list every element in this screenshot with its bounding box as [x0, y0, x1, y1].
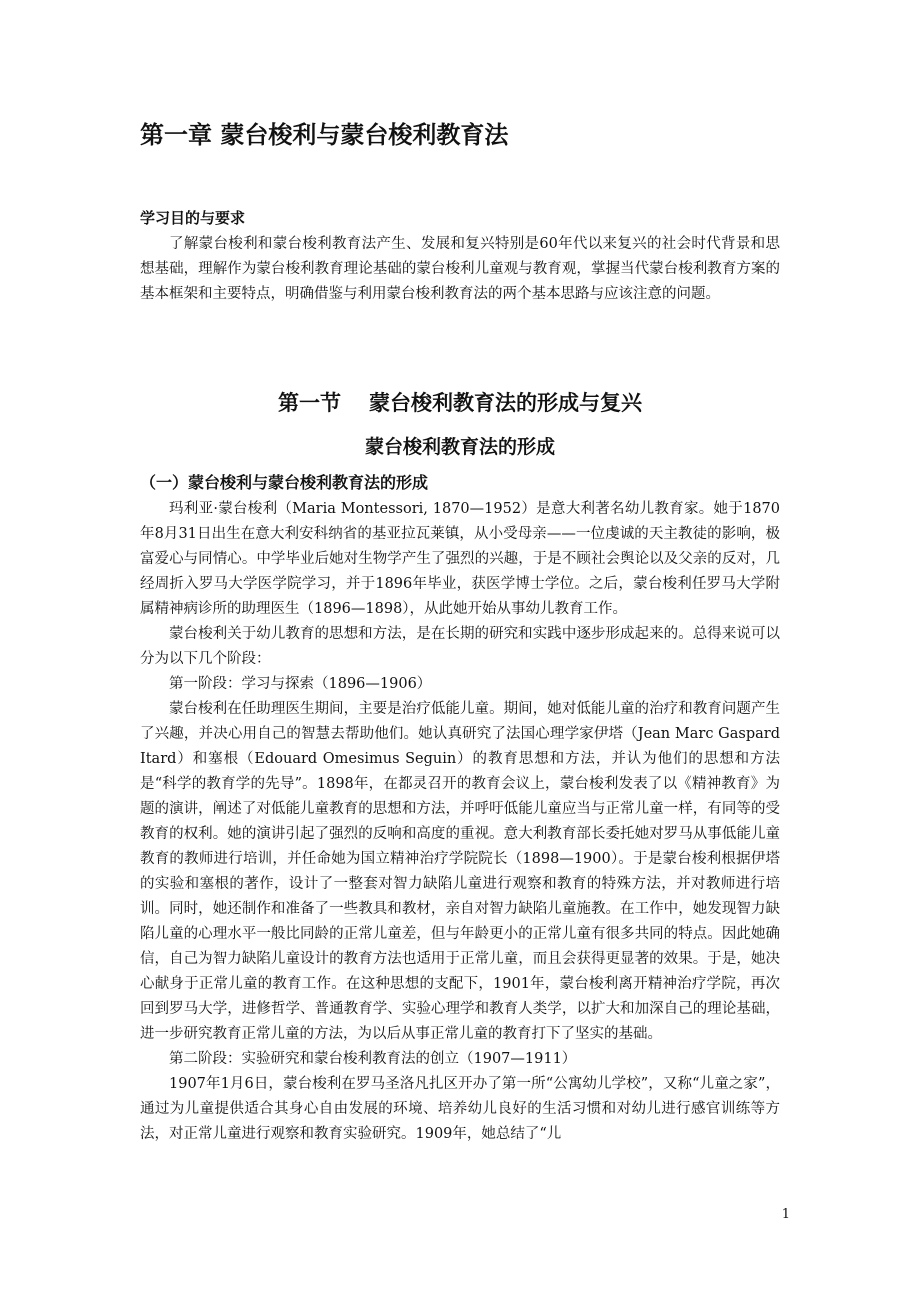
section-label: 第一节 — [278, 390, 341, 415]
paragraph-biography: 玛利亚·蒙台梭利（Maria Montessori, 1870—1952）是意大利著名幼儿教育家。她于1870年8月31日出生在意大利安科纳省的基亚拉瓦莱镇，从小受母亲——一位虔诚的天主教徒的影响，极富爱心与同情心。中学毕业后她对生物学产生了强烈的兴趣，于是不顾社会舆论以及父亲的反对，几经周折入罗马大学医学院学习，并于1896年毕业，获医学博士学位。之后，蒙台梭利任罗马大学附属精神病诊所的助理医生（1896—1898），从此她开始从事幼儿教育工作。 — [140, 501, 780, 617]
section-title-text: 蒙台梭利教育法的形成与复兴 — [369, 390, 642, 415]
paragraph-stage-one-heading: 第一阶段：学习与探索（1896—1906） — [169, 676, 432, 692]
section-title — [0, 388, 920, 418]
chapter-title: 第一章 蒙台梭利与蒙台梭利教育法 — [140, 121, 509, 149]
subsection-title: 蒙台梭利教育法的形成 — [364, 436, 555, 458]
page-number: 1 — [781, 1207, 790, 1222]
paragraph-stage-two: 1907年1月6日，蒙台梭利在罗马圣洛凡扎区开办了第一所“公寓幼儿学校”，又称“儿童之家”，通过为儿童提供适合其身心自由发展的环境、培养幼儿良好的生活习惯和对幼儿进行感官训练等方法，对正常儿童进行观察和教育实验研究。1909年，她总结了“儿 — [140, 1076, 780, 1142]
objectives-paragraph: 了解蒙台梭利和蒙台梭利教育法产生、发展和复兴特别是60年代以来复兴的社会时代背景和思想基础，理解作为蒙台梭利教育理论基础的蒙台梭利儿童观与教育观，掌握当代蒙台梭利教育方案的基本框架和主要特点，明确借鉴与利用蒙台梭利教育法的两个基本思路与应该注意的问题。 — [140, 236, 780, 302]
body-text — [140, 497, 780, 1147]
paragraph-stages-intro: 蒙台梭利关于幼儿教育的思想和方法，是在长期的研究和实践中逐步形成起来的。总得来说可以分为以下几个阶段： — [140, 626, 780, 667]
paragraph-stage-two-heading: 第二阶段：实验研究和蒙台梭利教育法的创立（1907—1911） — [169, 1051, 577, 1067]
part-heading: （一）蒙台梭利与蒙台梭利教育法的形成 — [140, 473, 429, 492]
objectives-heading: 学习目的与要求 — [140, 209, 246, 227]
paragraph-stage-one: 蒙台梭利在任助理医生期间，主要是治疗低能儿童。期间，她对低能儿童的治疗和教育问题产生了兴趣，并决心用自己的智慧去帮助他们。她认真研究了法国心理学家伊塔（Jean Marc Gaspard Itard）和塞根（Edouard Omesimus Seguin）的教育思想和方法，并认为他们的思想和方法是“科学的教育学的先导”。1898年，在都灵召开的教育会议上，蒙台梭利发表了以《精神教育》为题的演讲，阐述了对低能儿童教育的思想和方法，并呼吁低能儿童应当与正常儿童一样，有同等的受教育的权利。她的演讲引起了强烈的反响和高度的重视。意大利教育部长委托她对罗马从事低能儿童教育的教师进行培训，并任命她为国立精神治疗学院院长（1898—1900）。于是蒙台梭利根据伊塔的实验和塞根的著作，设计了一整套对智力缺陷儿童进行观察和教育的特殊方法，并对教师进行培训。同时，她还制作和准备了一些教具和教材，亲自对智力缺陷儿童施教。在工作中，她发现智力缺陷儿童的心理水平一般比同龄的正常儿童差，但与年龄更小的正常儿童有很多共同的特点。因此她确信，自己为智力缺陷儿童设计的教育方法也适用于正常儿童，而且会获得更显著的效果。于是，她决心献身于正常儿童的教育工作。在这种思想的支配下，1901年，蒙台梭利离开精神治疗学院，再次回到罗马大学，进修哲学、普通教育学、实验心理学和教育人类学，以扩大和加深自己的理论基础，进一步研究教育正常儿童的方法，为以后从事正常儿童的教育打下了坚实的基础。 — [140, 701, 780, 1042]
